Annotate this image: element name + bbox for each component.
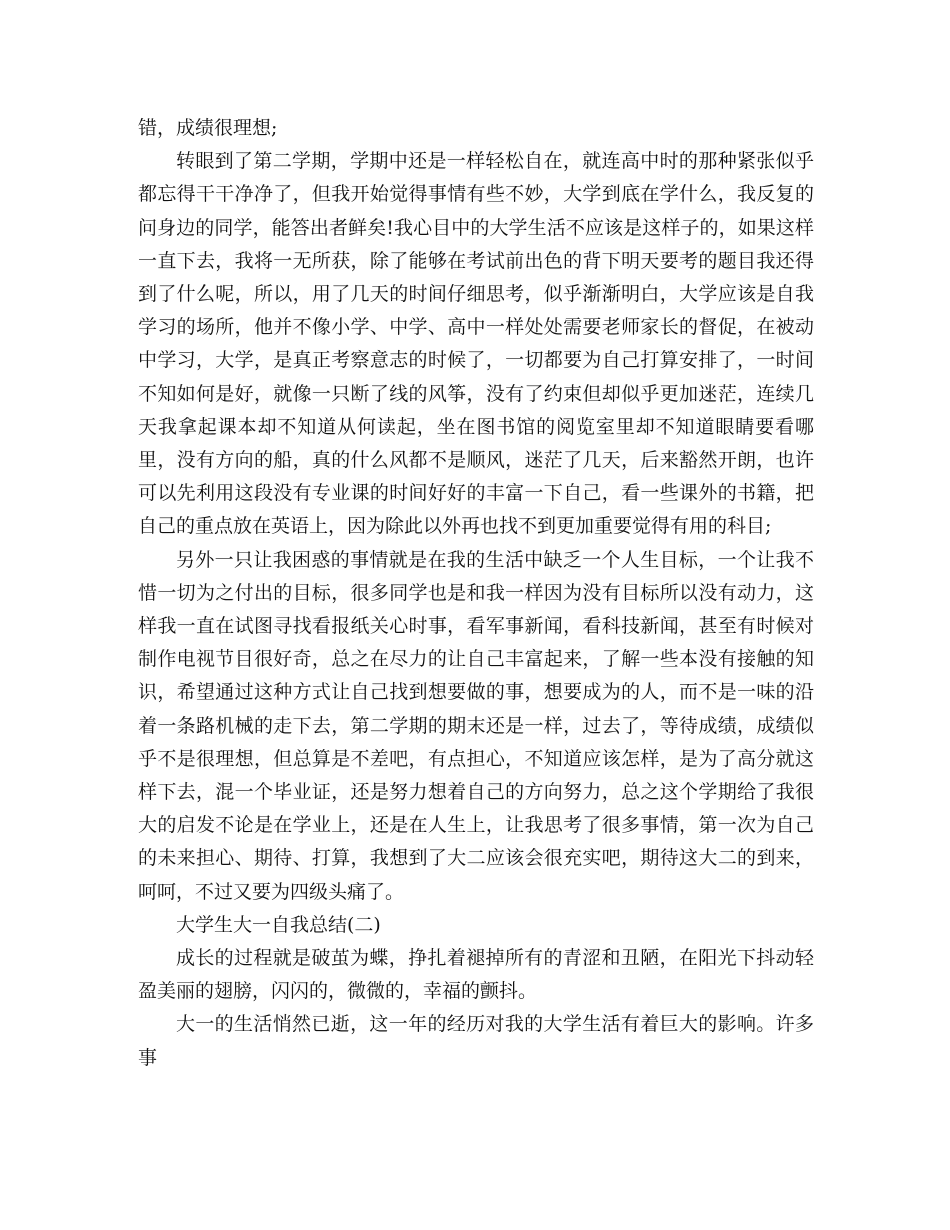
paragraph-continuation: 错，成绩很理想;: [138, 117, 278, 139]
paragraph-second-semester: 转眼到了第二学期，学期中还是一样轻松自在，就连高中时的那种紧张似乎都忘得干干净净了，但我开始觉得事情有些不妙，大学到底在学什么，我反复的问身边的同学，能答出者鲜矣!我心目中的大学生活不应该是这样子的，如果这样一直下去，我将一无所获，除了能够在考试前出色的背下明天要考的题目我还得到了什么呢，所以，用了几天的时间仔细思考，似乎渐渐明白，大学应该是自我学习的场所，他并不像小学、中学、高中一样处处需要老师家长的督促，在被动中学习，大学，是真正考察意志的时候了，一切都要为自己打算安排了，一时间不知如何是好，就像一只断了线的风筝，没有了约束但却似乎更加迷茫，连续几天我拿起课本却不知道从何读起，坐在图书馆的阅览室里却不知道眼睛要看哪里，没有方向的船，真的什么风都不是顺风，迷茫了几天，后来豁然开朗，也许可以先利用这段没有专业课的时间好好的丰富一下自己，看一些课外的书籍，把自己的重点放在英语上，因为除此以外再也找不到更加重要觉得有用的科目;: [138, 150, 814, 538]
paragraph-freshman-year: 大一的生活悄然已逝，这一年的经历对我的大学生活有着巨大的影响。许多事: [138, 1013, 814, 1069]
section-heading: 大学生大一自我总结(二): [176, 913, 381, 936]
document-body: [138, 112, 814, 1075]
paragraph-life-goal: 另外一只让我困惑的事情就是在我的生活中缺乏一个人生目标，一个让我不惜一切为之付出的目标，很多同学也是和我一样因为没有目标所以没有动力，这样我一直在试图寻找看报纸关心时事，看军事新闻，看科技新闻，甚至有时候对制作电视节目很好奇，总之在尽力的让自己丰富起来，了解一些本没有接触的知识，希望通过这种方式让自己找到想要做的事，想要成为的人，而不是一味的沿着一条路机械的走下去，第二学期的期末还是一样，过去了，等待成绩，成绩似乎不是很理想，但总算是不差吧，有点担心，不知道应该怎样，是为了高分就这样下去，混一个毕业证，还是努力想着自己的方向努力，总之这个学期给了我很大的启发不论是在学业上，还是在人生上，让我思考了很多事情，第一次为自己的未来担心、期待、打算，我想到了大二应该会很充实吧，期待这大二的到来，呵呵，不过又要为四级头痛了。: [138, 548, 814, 903]
paragraph-growth: 成长的过程就是破茧为蝶，挣扎着褪掉所有的青涩和丑陋，在阳光下抖动轻盈美丽的翅膀，闪闪的，微微的，幸福的颤抖。: [138, 947, 814, 1003]
